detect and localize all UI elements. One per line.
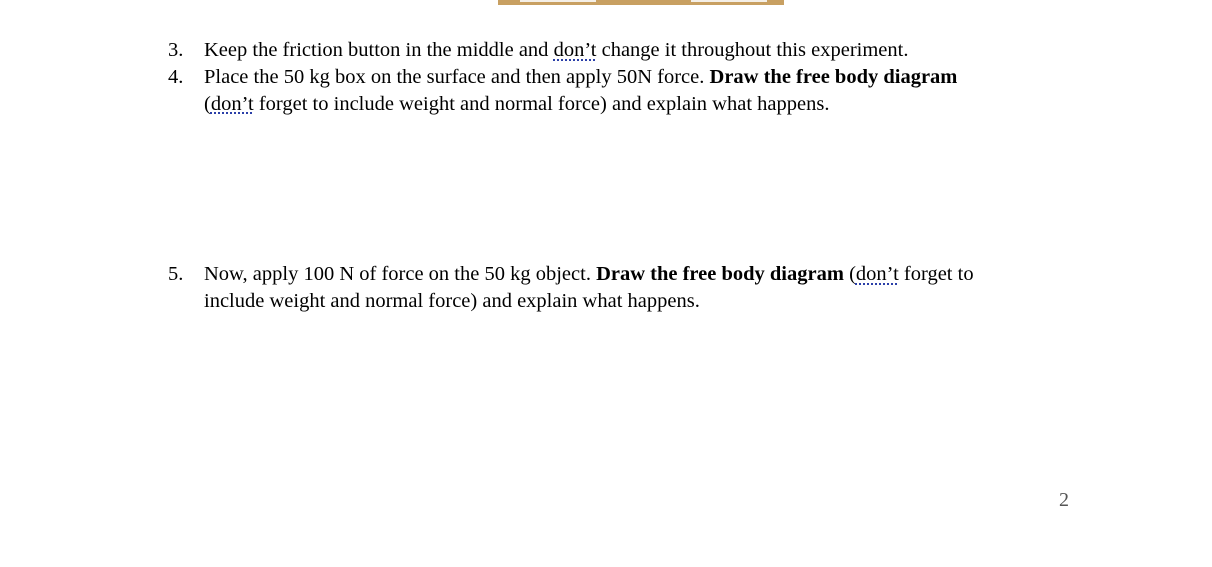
- figure-slot-left: [520, 0, 596, 2]
- top-figure-edge: [498, 0, 784, 5]
- spellcheck-word: don’t: [855, 263, 899, 285]
- list-number: 3.: [168, 39, 184, 61]
- text-line: (don’t forget to include weight and normal force) and explain what happens.: [204, 92, 830, 115]
- text-line: Now, apply 100 N of force on the 50 kg object. Draw the free body diagram (don’t forget to: [204, 263, 974, 285]
- bold-instruction: Draw the free body diagram: [596, 263, 844, 285]
- text-line: Place the 50 kg box on the surface and then apply 50N force. Draw the free body diagram: [204, 66, 958, 88]
- text-line: Keep the friction button in the middle and don’t change it throughout this experiment.: [204, 39, 909, 61]
- bold-instruction: Draw the free body diagram: [709, 66, 958, 88]
- spellcheck-word: don’t: [553, 39, 597, 61]
- spellcheck-word: don’t: [210, 92, 254, 115]
- list-item-text: [204, 37, 908, 64]
- figure-slot-right: [691, 0, 767, 2]
- page-number: 2: [1059, 489, 1069, 511]
- list-number: 5.: [168, 263, 184, 285]
- list-item-text: [204, 261, 974, 314]
- list-number: 4.: [168, 66, 184, 88]
- list-item-text: [204, 64, 957, 117]
- text-line: include weight and normal force) and explain what happens.: [204, 289, 700, 312]
